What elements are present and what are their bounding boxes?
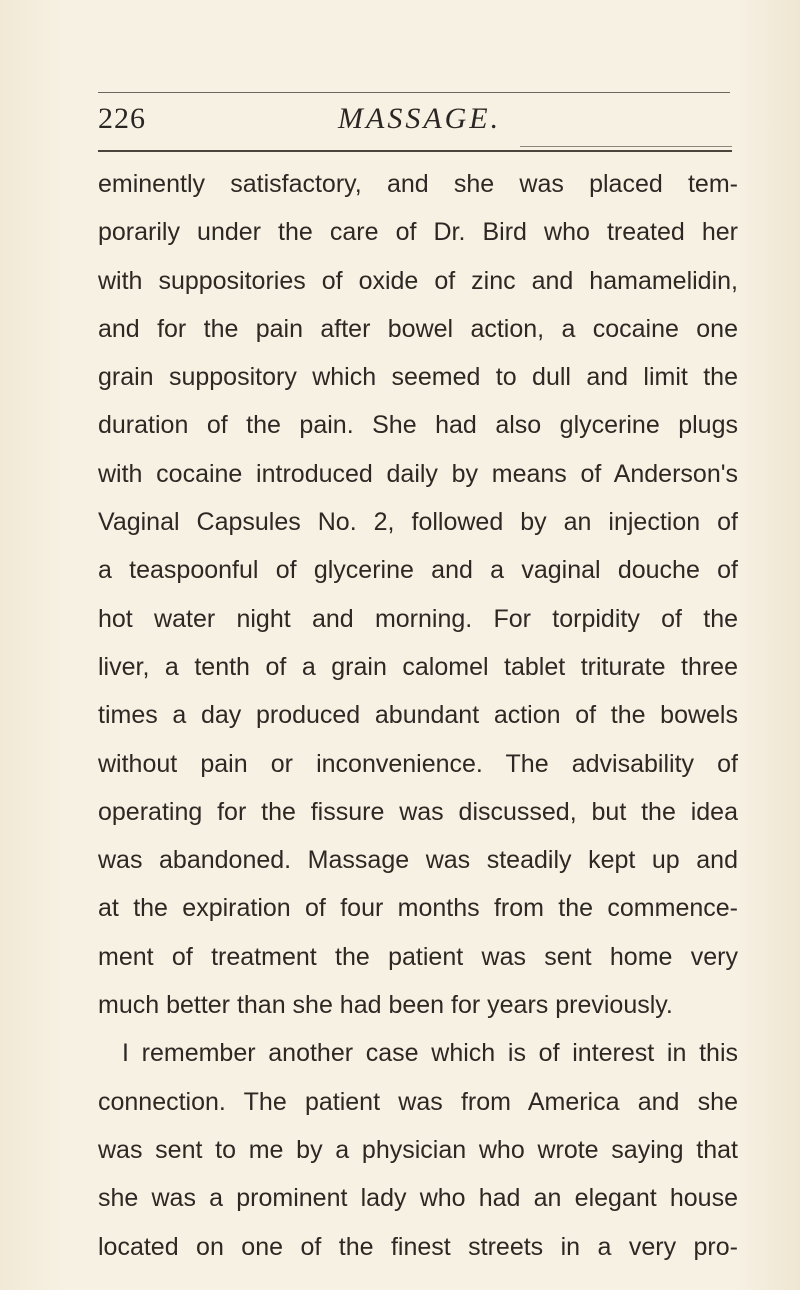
text-line: operating for the fissure was discussed, but the idea [98,797,738,826]
text-line: liver, a tenth of a grain calomel tablet triturate three [98,652,738,681]
text-line: she was a prominent lady who had an elegant house [98,1184,738,1213]
text-line: was abandoned. Massage was steadily kept up and [98,846,738,875]
text-line: connection. The patient was from America and she [98,1087,738,1116]
text-line: a teaspoonful of glycerine and a vaginal douche of [98,556,738,585]
text-line: at the expiration of four months from the commence- [98,894,738,923]
text-line: located on one of the finest streets in a very pro- [98,1232,738,1261]
text-line: duration of the pain. She had also glycerine plugs [98,411,738,440]
text-line: much better than she had been for years previously. [98,991,673,1020]
text-line: without pain or inconvenience. The advisability of [98,749,738,778]
text-line: Vaginal Capsules No. 2, followed by an injection of [98,508,738,537]
text-line: and for the pain after bowel action, a cocaine one [98,314,738,343]
page-header [98,102,730,142]
page-number: 226 [98,102,146,135]
header-rule-thin [520,146,732,147]
text-line: eminently satisfactory, and she was placed tem- [98,170,738,198]
text-line: with cocaine introduced daily by means of Anderson's [98,459,738,488]
text-line: with suppositories of oxide of zinc and hamamelidin, [98,266,738,295]
text-line: was sent to me by a physician who wrote saying that [98,1135,738,1164]
top-rule [98,92,730,93]
text-line: I remember another case which is of interest in this [122,1039,738,1068]
text-line: ment of treatment the patient was sent home very [98,942,738,971]
text-line: times a day produced abundant action of the bowels [98,701,738,730]
text-line: grain suppository which seemed to dull and limit the [98,363,738,392]
text-line: porarily under the care of Dr. Bird who treated her [98,218,738,247]
header-rule [98,150,732,152]
text-line: hot water night and morning. For torpidity of the [98,604,738,633]
body-text [98,160,738,1271]
running-head: MASSAGE. [338,102,502,135]
